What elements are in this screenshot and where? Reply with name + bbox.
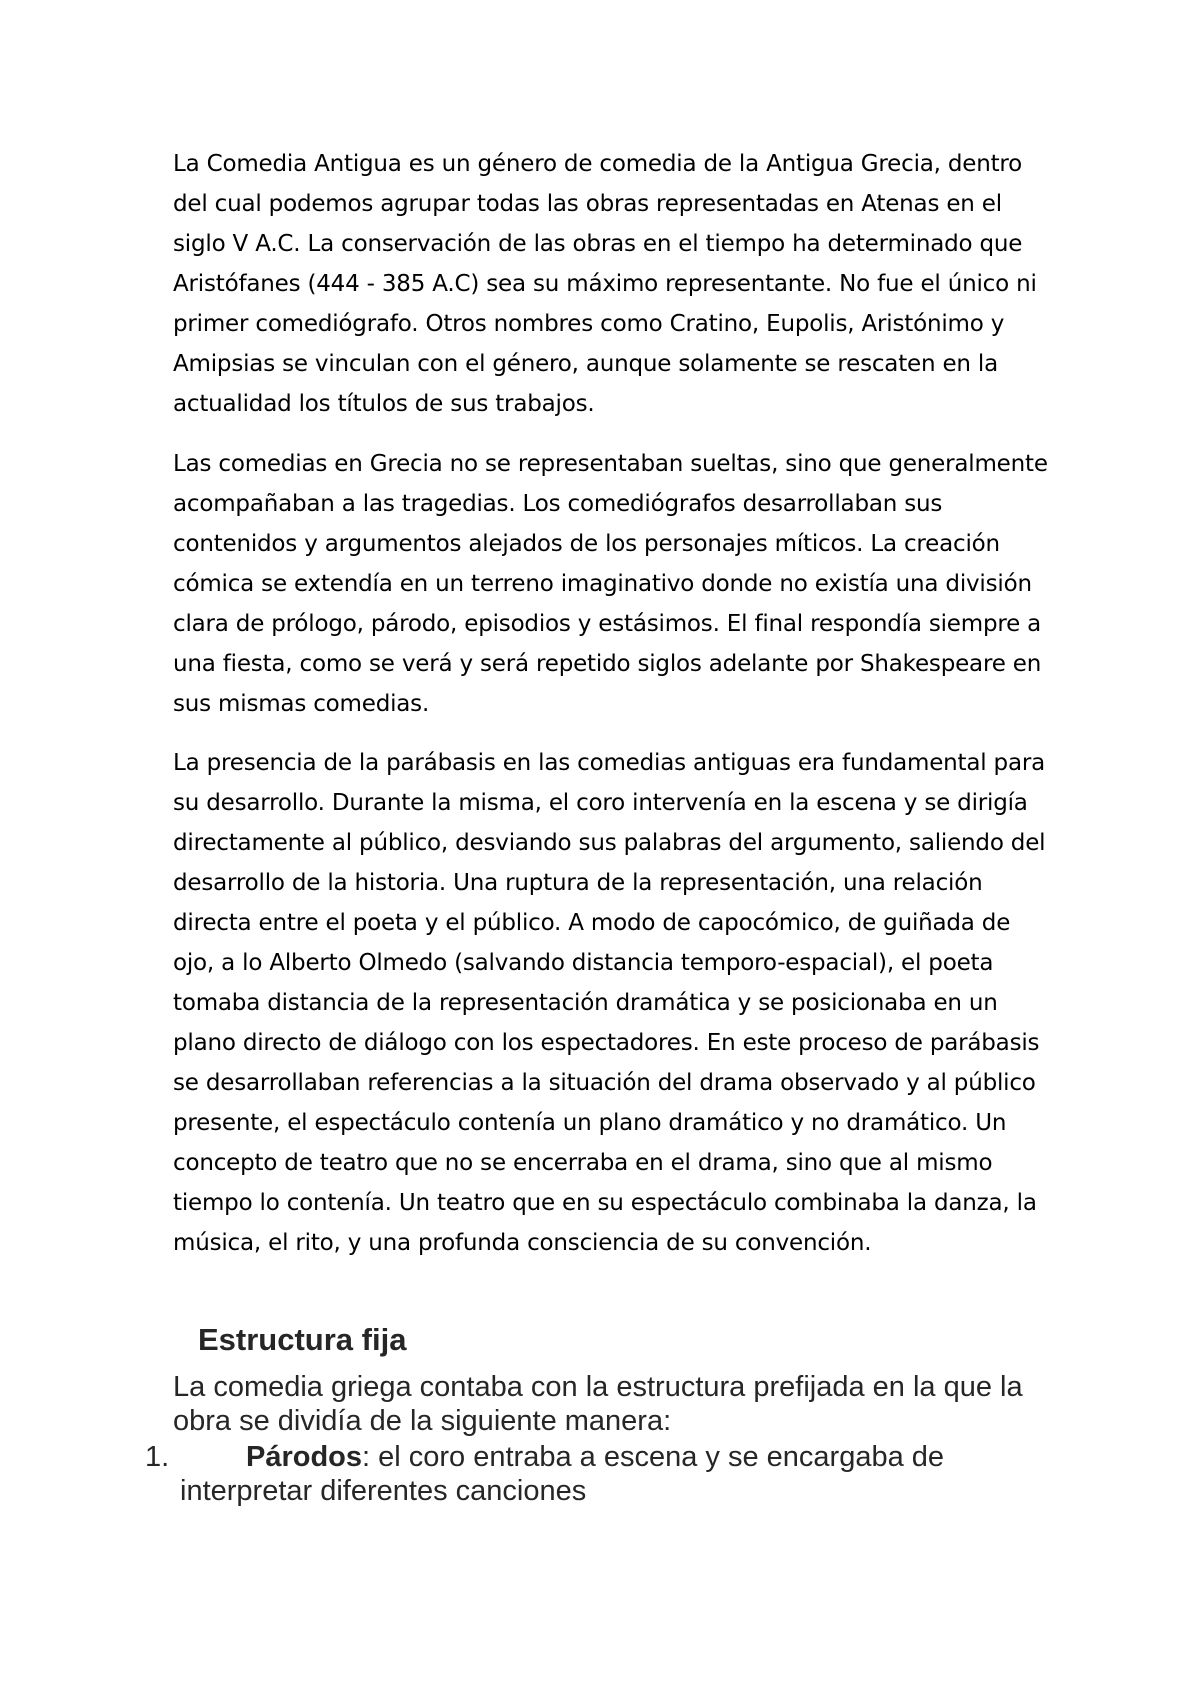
list-item-term: Párodos xyxy=(246,1441,363,1473)
paragraph-comedia-antigua: La Comedia Antigua es un género de comedia de la Antigua Grecia, dentro del cual podemos agrupar todas las obras representadas en Atenas en el siglo V A.C. La conservación de las obras en el tiempo ha determinado que Aristófanes (444 - 385 A.C) sea su máximo representante. No fue el único ni primer comediógrafo. Otros nombres como Cratino, Eupolis, Aristónimo y Amipsias se vinculan con el género, aunque solamente se rescaten en la actualidad los títulos de sus trabajos. xyxy=(173,151,1037,417)
list-marker: 1. xyxy=(145,1441,170,1473)
list-item xyxy=(180,1440,1060,1508)
section-intro: La comedia griega contaba con la estructura prefijada en la que la obra se dividía de la siguiente manera: xyxy=(173,1371,1023,1437)
paragraph-comedias-grecia: Las comedias en Grecia no se representaban sueltas, sino que generalmente acompañaban a las tragedias. Los comediógrafos desarrollaban sus contenidos y argumentos alejados de los personajes míticos. La creación cómica se extendía en un terreno imaginativo donde no existía una división clara de prólogo, párodo, episodios y estásimos. El final respondía siempre a una fiesta, como se verá y será repetido siglos adelante por Shakespeare en sus mismas comedias. xyxy=(173,451,1048,717)
paragraph-parabasis: La presencia de la parábasis en las comedias antiguas era fundamental para su desarrollo. Durante la misma, el coro intervenía en la escena y se dirigía directamente al público, desviando sus palabras del argumento, saliendo del desarrollo de la historia. Una ruptura de la representación, una relación directa entre el poeta y el público. A modo de capocómico, de guiñada de ojo, a lo Alberto Olmedo (salvando distancia temporo-espacial), el poeta tomaba distancia de la representación dramática y se posicionaba en un plano directo de diálogo con los espectadores. En este proceso de parábasis se desarrollaban referencias a la situación del drama observado y al público presente, el espectáculo contenía un plano dramático y no dramático. Un concepto de teatro que no se encerraba en el drama, sino que al mismo tiempo lo contenía. Un teatro que en su espectáculo combinaba la danza, la música, el rito, y una profunda consciencia de su convención. xyxy=(173,750,1046,1256)
list-item-text: : el coro entraba a escena y se encargaba de interpretar diferentes canciones xyxy=(180,1441,945,1507)
section-heading: Estructura fija xyxy=(198,1322,407,1357)
